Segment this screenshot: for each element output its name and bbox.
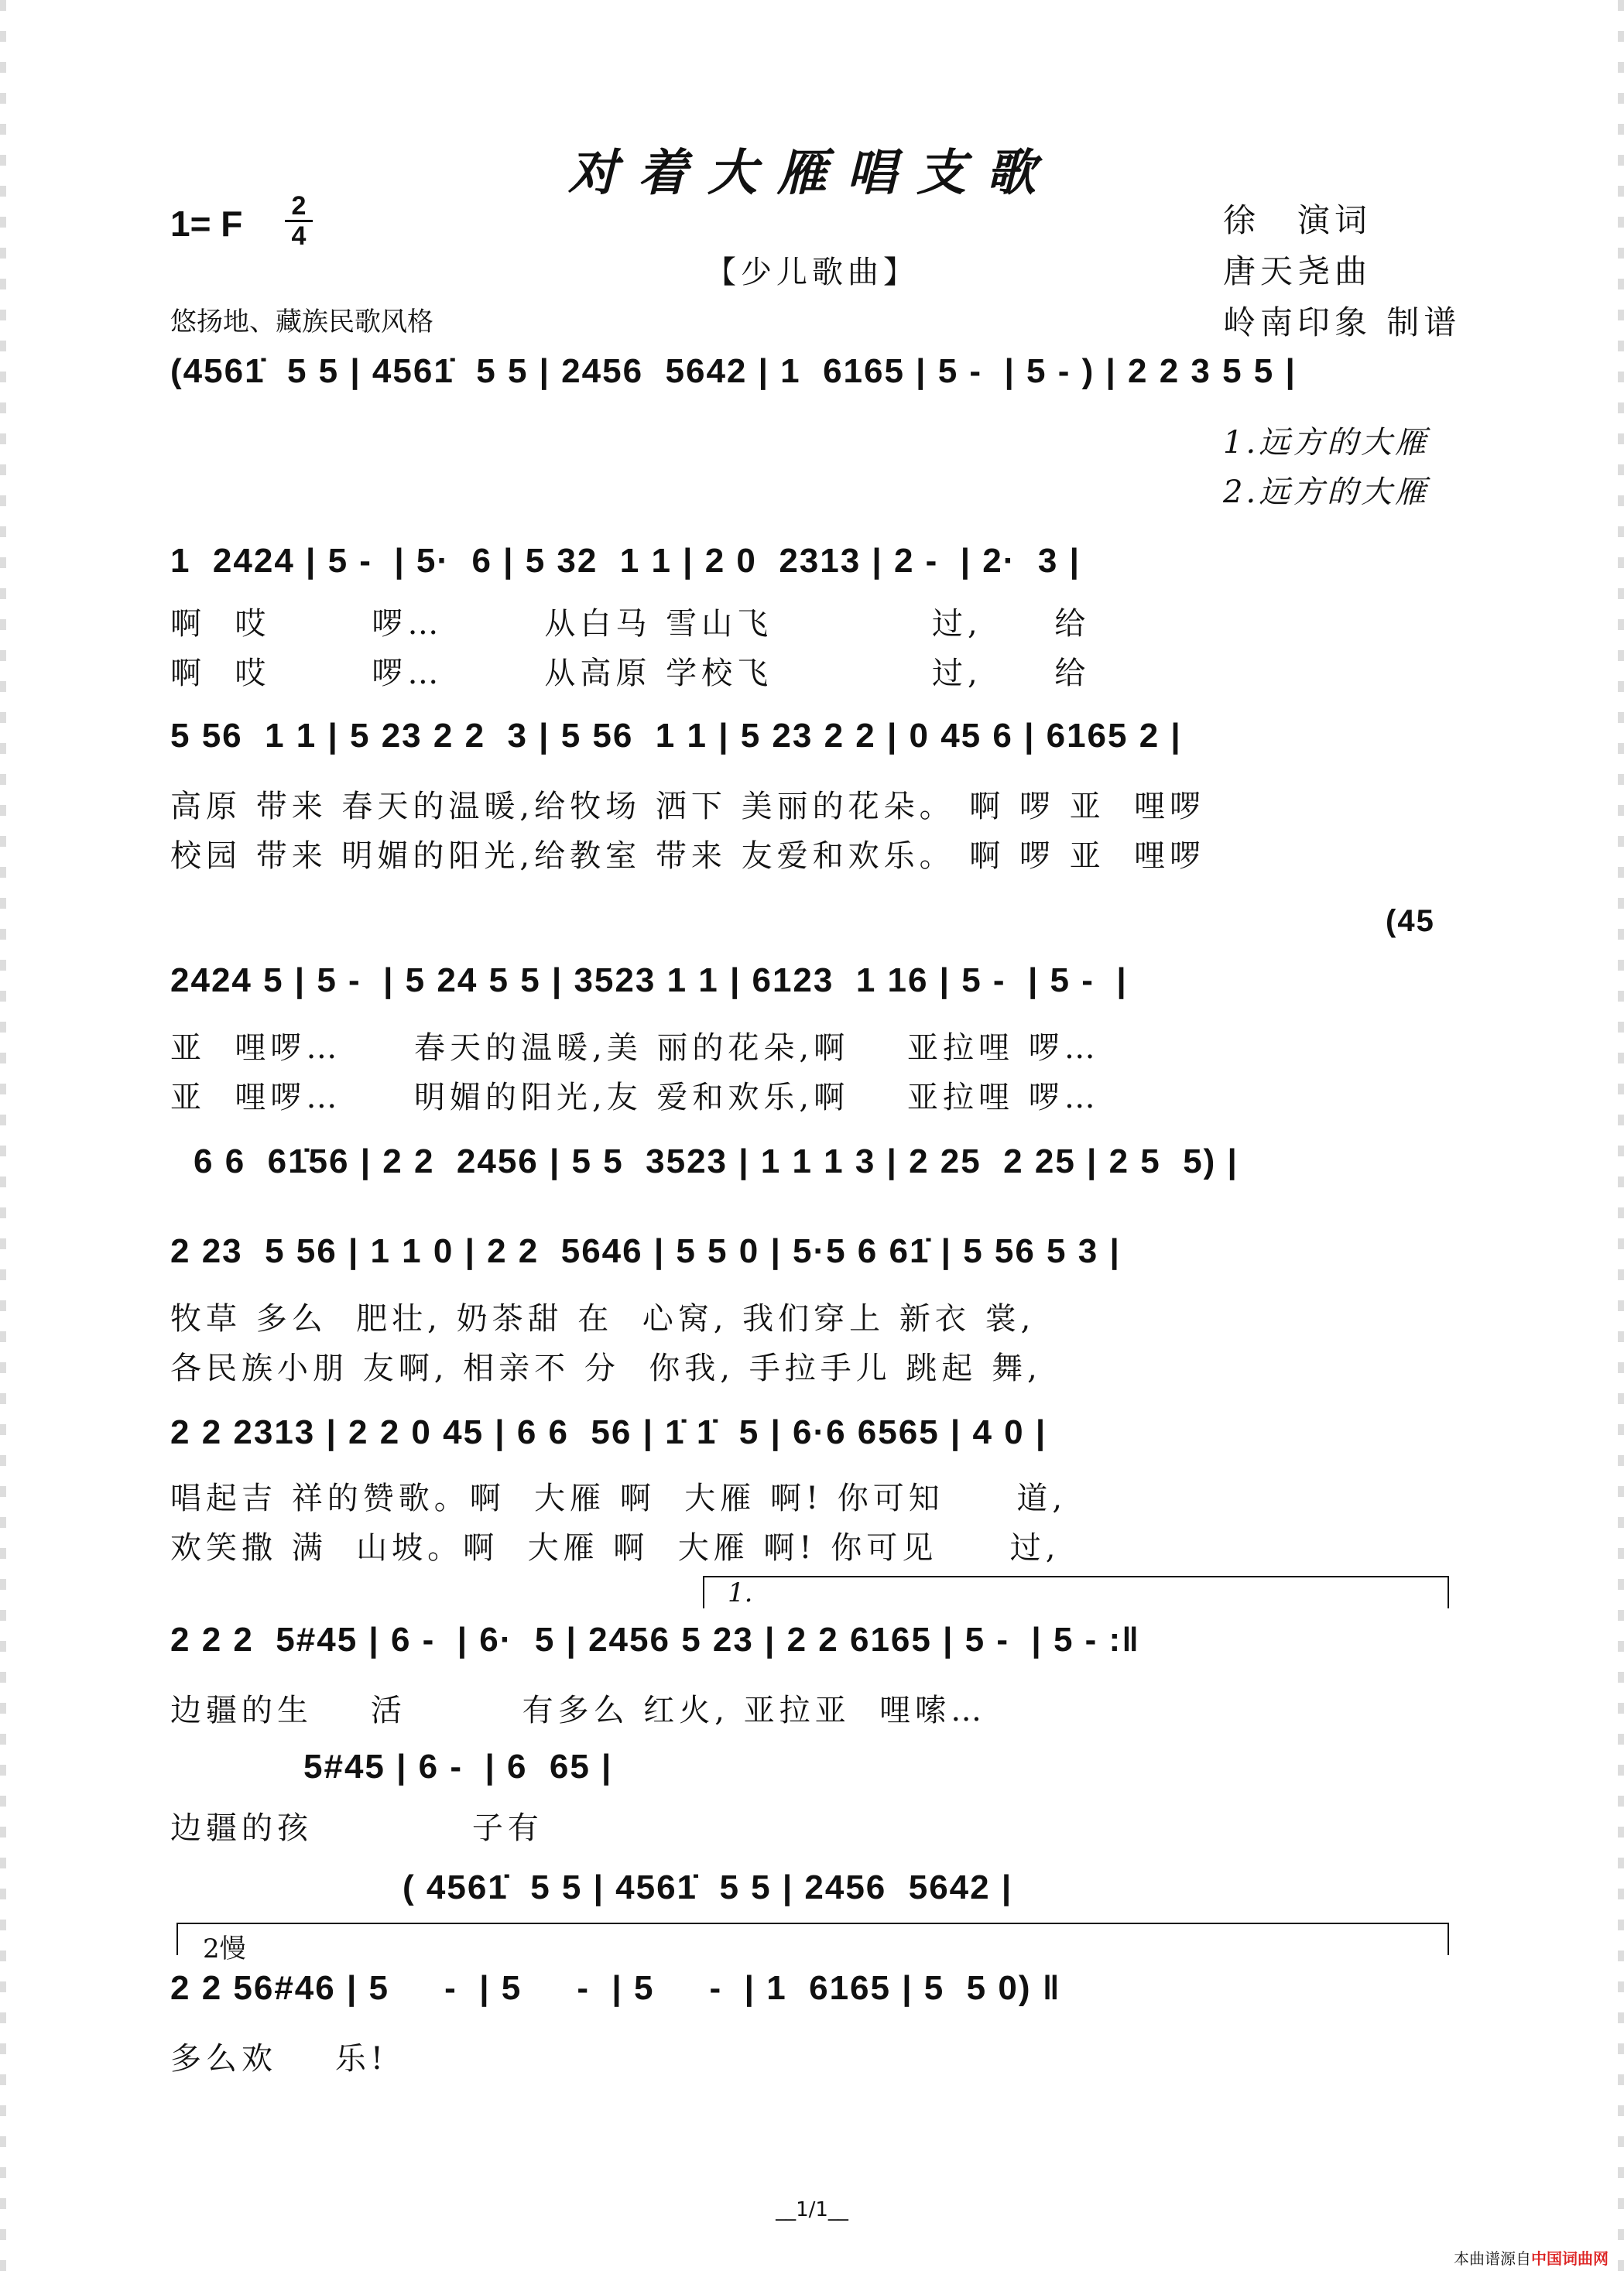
source-site: 中国词曲网: [1531, 2249, 1609, 2268]
first-ending-bracket: [703, 1576, 1449, 1608]
staff-line-10-interlude: ( 4561̇ 5 5 | 4561̇ 5 5 | 2456 5642 |: [403, 1868, 1013, 1906]
second-ending-bracket: [176, 1923, 1449, 1955]
staff-line-8: 2 2 2 5#45 | 6 - | 6· 5 | 2456 5 23 | 2 2 6165 | 5 - | 5 - :‖: [170, 1621, 1141, 1659]
lyric-line-3-verse-1: 高原 带来 春天的温暖,给牧场 洒下 美丽的花朵。 啊 啰 亚 哩啰: [170, 789, 1206, 824]
lyric-line-11: 多么欢 乐!: [170, 2041, 388, 2077]
lyric-line-8-verse-1: 边疆的生 活 有多么 红火, 亚拉亚 哩嗦…: [170, 1693, 987, 1728]
second-ending-label: 2慢: [203, 1933, 246, 1964]
lyric-line-2-verse-1: 啊 哎 啰… 从白马 雪山飞 过, 给: [170, 606, 1091, 642]
verse-2-pickup-lyric: 2.远方的大雁: [1223, 474, 1430, 510]
lyric-line-4-verse-1: 亚 哩啰… 春天的温暖,美 丽的花朵,啊 亚拉哩 啰…: [170, 1030, 1100, 1066]
left-edge-watermark: [0, 0, 6, 2281]
staff-line-7: 2 2 2313 | 2 2 0 45 | 6 6 56 | 1̇ 1̇ 5 | 6·6 6565 | 4 0 |: [170, 1413, 1047, 1451]
time-signature: [285, 192, 313, 250]
song-title: 对着大雁唱支歌: [568, 144, 1056, 202]
staff-line-2: 1 2424 | 5 - | 5· 6 | 5 32 1 1 | 2 0 2313 | 2 - | 2· 3 |: [170, 542, 1081, 580]
source-credit: [1454, 2246, 1609, 2269]
source-label: 本曲谱源自: [1454, 2249, 1531, 2268]
composer-credit: 唐天尧曲: [1223, 252, 1372, 290]
pickup-paren: (45: [1386, 904, 1435, 938]
performance-style-note: 悠扬地、藏族民歌风格: [170, 307, 433, 337]
first-ending-label: 1.: [728, 1577, 753, 1608]
lyric-line-4-verse-2: 亚 哩啰… 明媚的阳光,友 爱和欢乐,啊 亚拉哩 啰…: [170, 1080, 1100, 1115]
lyric-line-2-verse-2: 啊 哎 啰… 从高原 学校飞 过, 给: [170, 656, 1091, 691]
staff-line-9-verse-2: 5#45 | 6 - | 6 65 |: [303, 1748, 613, 1786]
staff-line-3: 5 56 1 1 | 5 23 2 2 3 | 5 56 1 1 | 5 23 2 2 | 0 45 6 | 6165 2 |: [170, 717, 1182, 755]
staff-line-5-interlude: 6 6 61̇56 | 2 2 2456 | 5 5 3523 | 1 1 1 3 | 2 25 2 25 | 2 5 5) |: [194, 1142, 1239, 1180]
credits: [1223, 195, 1461, 348]
right-edge-watermark: [1618, 0, 1624, 2281]
lyric-line-6-verse-2: 各民族小朋 友啊, 相亲不 分 你我, 手拉手儿 跳起 舞,: [170, 1351, 1042, 1386]
meter-bottom: 4: [291, 221, 307, 251]
lyricist-credit: 徐 演词: [1223, 201, 1372, 239]
staff-line-6: 2 23 5 56 | 1 1 0 | 2 2 5646 | 5 5 0 | 5·5 6 61̇ | 5 56 5 3 |: [170, 1232, 1121, 1270]
staff-line-11: 2 2 56#46 | 5 - | 5 - | 5 - | 1 6165 | 5 5 0) ‖: [170, 1969, 1061, 2007]
lyric-line-9-verse-2: 边疆的孩 子有: [170, 1810, 543, 1846]
song-category: 【少儿歌曲】: [705, 255, 919, 290]
verse-1-pickup-lyric: 1.远方的大雁: [1223, 425, 1430, 461]
lyric-line-6-verse-1: 牧草 多么 肥壮, 奶茶甜 在 心窝, 我们穿上 新衣 裳,: [170, 1301, 1036, 1337]
meter-top: 2: [285, 192, 313, 222]
transcriber-credit: 岭南印象 制谱: [1223, 303, 1461, 341]
page-number: __1/1__: [776, 2198, 848, 2221]
key-signature: 1= F: [170, 204, 243, 244]
lyric-line-3-verse-2: 校园 带来 明媚的阳光,给教室 带来 友爱和欢乐。 啊 啰 亚 哩啰: [170, 838, 1206, 874]
staff-line-1: (4561̇ 5 5 | 4561̇ 5 5 | 2456 5642 | 1 6165 | 5 - | 5 - ) | 2 2 3 5 5 |: [170, 352, 1297, 390]
lyric-line-7-verse-1: 唱起吉 祥的赞歌。啊 大雁 啊 大雁 啊! 你可知 道,: [170, 1481, 1067, 1516]
staff-line-4: 2424 5 | 5 - | 5 24 5 5 | 3523 1 1 | 6123 1 16 | 5 - | 5 - |: [170, 961, 1128, 999]
lyric-line-7-verse-2: 欢笑撒 满 山坡。啊 大雁 啊 大雁 啊! 你可见 过,: [170, 1530, 1060, 1566]
